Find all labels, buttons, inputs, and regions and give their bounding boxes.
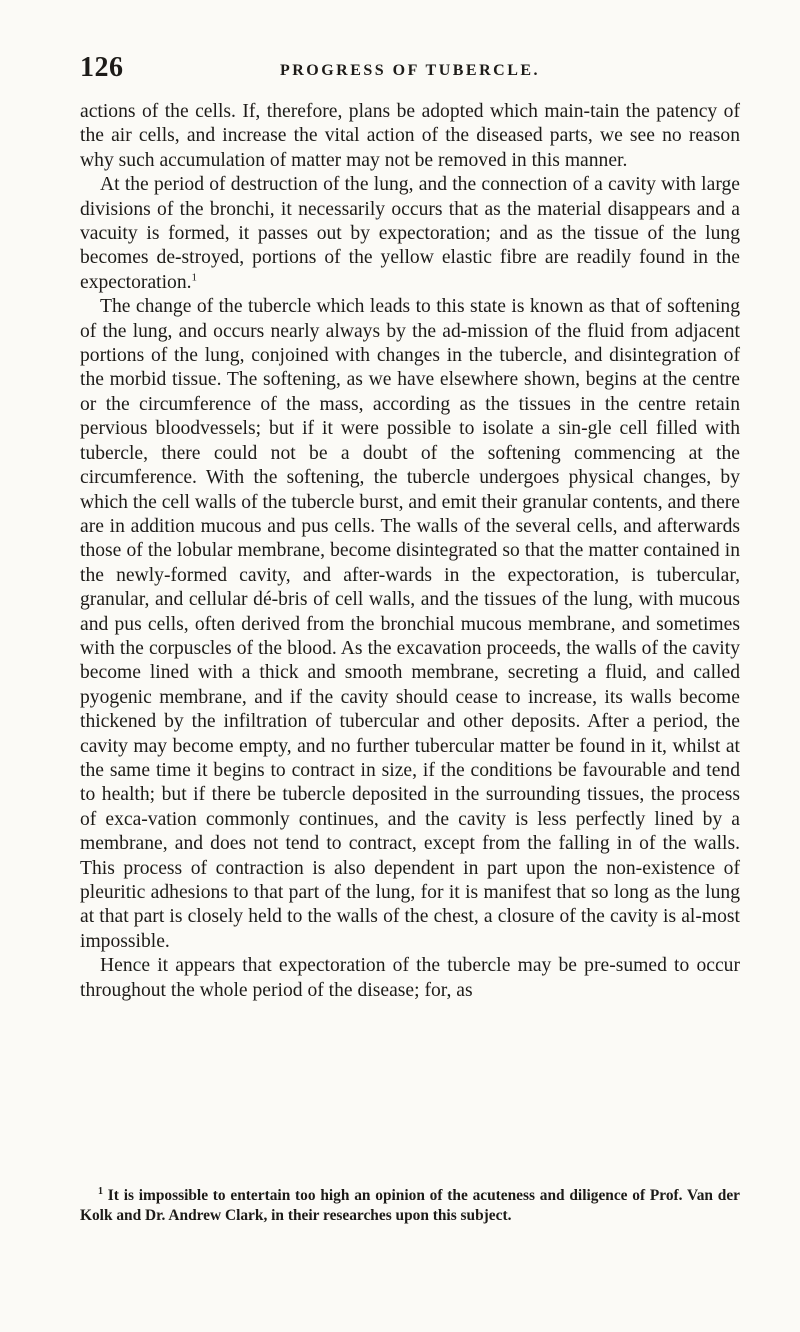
footnote <box>80 1186 740 1226</box>
footnote-reference: 1 <box>191 271 198 284</box>
paragraph-continued <box>80 100 740 173</box>
running-head: PROGRESS OF TUBERCLE. <box>279 62 541 79</box>
page-header <box>80 52 740 92</box>
paragraph-expectoration <box>80 954 740 1003</box>
footnote-marker: 1 <box>98 1185 103 1197</box>
page-number: 126 <box>80 52 124 83</box>
footnotes <box>80 1186 740 1226</box>
paragraph-text: The change of the tubercle which leads to this state is known as that of softening of the lung, and occurs nearly always by the ad-mission of the fluid from adjacent portions of the lung, conjoined with changes in the tubercle, and disintegration of the morbid tissue. The softening, as we have elsewhere shown, begins at the centre or the circumference of the mass, according as the tissues in the centre retain pervious bloodvessels; but if it were possible to isolate a sin-gle cell filled with tubercle, there could not be a doubt of the softening commencing at the circumference. With the softening, the tubercle undergoes physical changes, by which the cell walls of the tubercle burst, and emit their granular contents, and there are in addition mucous and pus cells. The walls of the several cells, and afterwards those of the lobular membrane, become disintegrated so that the matter contained in the newly-formed cavity, and after-wards in the expectoration, is tubercular, granular, and cellular dé-bris of cell walls, and the tissues of the lung, with mucous and pus cells, often derived from the bronchial mucous membrane, and sometimes with the corpuscles of the blood. As the excavation proceeds, the walls of the cavity become lined with a thick and smooth membrane, secreting a fluid, and called pyogenic membrane, and if the cavity should cease to increase, its walls become thickened by the infiltration of tubercular and other deposits. After a period, the cavity may become empty, and no further tubercular matter be found in it, whilst at the same time it begins to contract in size, if the conditions be favourable and tend to health; but if there be tubercle deposited in the surrounding tissues, the process of exca-vation commonly continues, and the cavity is less perfectly lined by a membrane, and does not tend to contract, except from the falling in of the walls. This process of contraction is also dependent in part upon the non-existence of pleuritic adhesions to that part of the lung, for it is manifest that so long as the lung at that part is closely held to the walls of the chest, a closure of the cavity is al-most impossible. <box>80 296 740 952</box>
footnote-text: It is impossible to entertain too high an opinion of the acuteness and diligence of Prof. Van der Kolk and Dr. Andrew Clark, in their researches upon this subject. <box>80 1187 740 1224</box>
paragraph-destruction <box>80 173 740 295</box>
body-text <box>80 100 740 1003</box>
paragraph-text: At the period of destruction of the lung, and the connection of a cavity with large divisions of the bronchi, it necessarily occurs that as the material disappears and a vacuity is formed, it passes out by expectoration; and as the tissue of the lung becomes de-stroyed, portions of the yellow elastic fibre are readily found in the expectoration. <box>80 174 740 293</box>
paragraph-text: actions of the cells. If, therefore, plans be adopted which main-tain the patency of the air cells, and increase the vital action of the diseased parts, we see no reason why such accumulation of matter may not be removed in this manner. <box>80 101 740 171</box>
paragraph-softening <box>80 295 740 954</box>
paragraph-text: Hence it appears that expectoration of the tubercle may be pre-sumed to occur throughout the whole period of the disease; for, as <box>80 955 740 1001</box>
